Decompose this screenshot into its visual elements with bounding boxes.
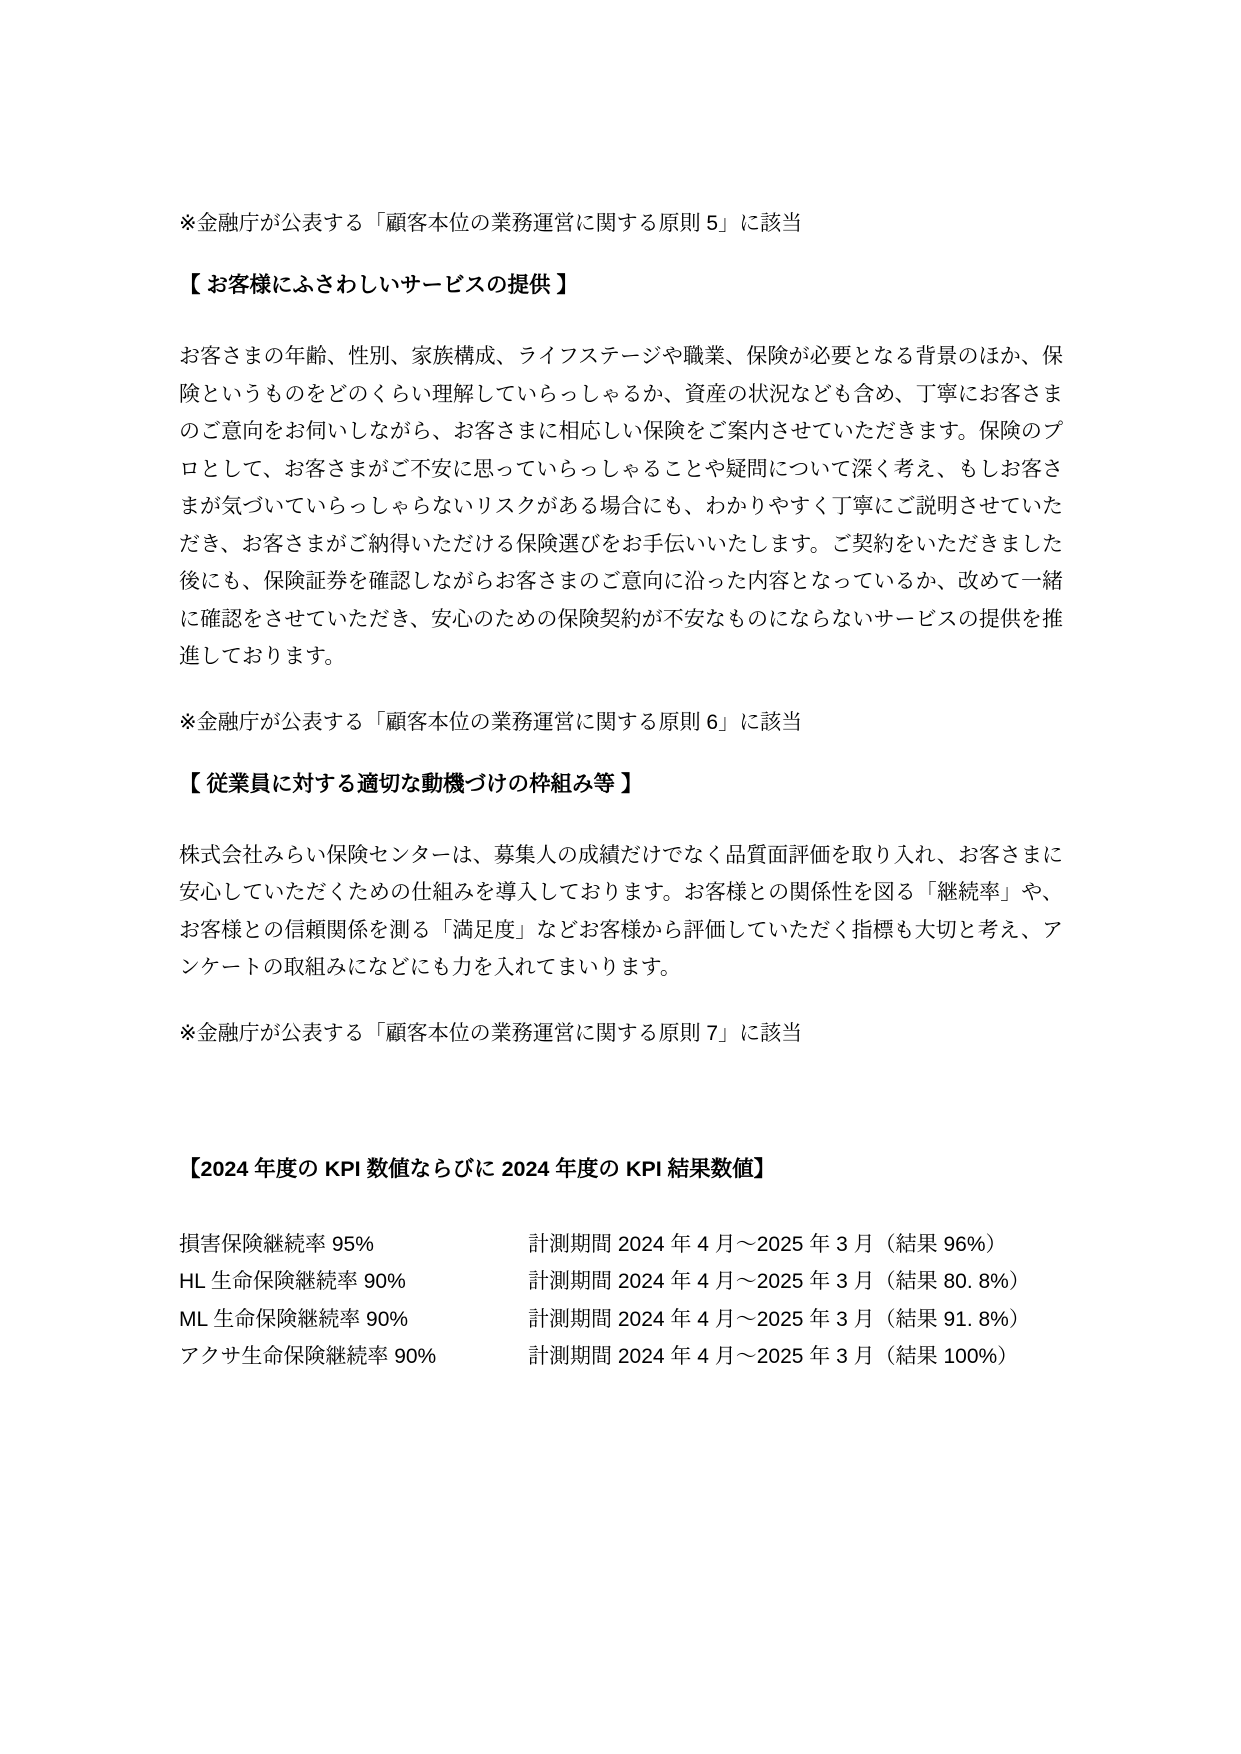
kpi-label: HL 生命保険継続率 90%: [179, 1270, 406, 1293]
section-heading-suitable-services: 【 お客様にふさわしいサービスの提供 】: [179, 273, 578, 297]
kpi-label: ML 生命保険継続率 90%: [179, 1307, 409, 1331]
kpi-row-damage-insurance: [179, 1226, 1063, 1264]
kpi-value: 計測期間 2024 年 4 月～2025 年 3 月（結果 96%）: [528, 1232, 1007, 1256]
kpi-value: 計測期間 2024 年 4 月～2025 年 3 月（結果 91. 8%）: [528, 1307, 1030, 1331]
paragraph-suitable-services: お客さまの年齢、性別、家族構成、ライフステージや職業、保険が必要となる背景のほか、保険というものをどのくらい理解していらっしゃるか、資産の状況なども含め、丁寧にお客さまのご意向をお伺いしながら、お客さまに相応しい保険をご案内させていただきます。保険のプロとして、お客さまがご不安に思っていらっしゃることや疑問について深く考え、もしお客さまが気づいていらっしゃらないリスクがある場合にも、わかりやすく丁寧にご説明させていただき、お客さまがご納得いただける保険選びをお手伝いいたします。ご契約をいただきました後にも、保険証券を確認しながらお客さまのご意向に沿った内容となっているか、改めて一緒に確認をさせていただき、安心のための保険契約が不安なものにならないサービスの提供を推進しております。: [179, 345, 1063, 668]
kpi-row-axa-life-insurance: [179, 1338, 1063, 1376]
kpi-table: [179, 1226, 1063, 1376]
fsa-note-principle-5: ※金融庁が公表する「顧客本位の業務運営に関する原則 5」に該当: [179, 212, 803, 235]
kpi-label: アクサ生命保険継続率 90%: [179, 1345, 437, 1368]
fsa-note-principle-7: ※金融庁が公表する「顧客本位の業務運営に関する原則 7」に該当: [179, 1021, 803, 1045]
kpi-label: 損害保険継続率 95%: [179, 1232, 374, 1256]
section-heading-employee-motivation: 【 従業員に対する適切な動機づけの枠組み等 】: [179, 771, 643, 796]
kpi-value: 計測期間 2024 年 4 月～2025 年 3 月（結果 80. 8%）: [528, 1270, 1030, 1293]
kpi-row-ml-life-insurance: [179, 1301, 1063, 1339]
kpi-row-hl-life-insurance: [179, 1263, 1063, 1301]
kpi-value: 計測期間 2024 年 4 月～2025 年 3 月（結果 100%）: [528, 1345, 1019, 1368]
fsa-note-principle-6: ※金融庁が公表する「顧客本位の業務運営に関する原則 6」に該当: [179, 710, 803, 734]
kpi-section-heading: 【2024 年度の KPI 数値ならびに 2024 年度の KPI 結果数値】: [179, 1156, 776, 1181]
paragraph-employee-motivation: 株式会社みらい保険センターは、募集人の成績だけでなく品質面評価を取り入れ、お客さまに安心していただくための仕組みを導入しております。お客様との関係性を図る「継続率」や、お客様との信頼関係を測る「満足度」などお客様から評価していただく指標も大切と考え、アンケートの取組みになどにも力を入れてまいります。: [179, 843, 1063, 979]
